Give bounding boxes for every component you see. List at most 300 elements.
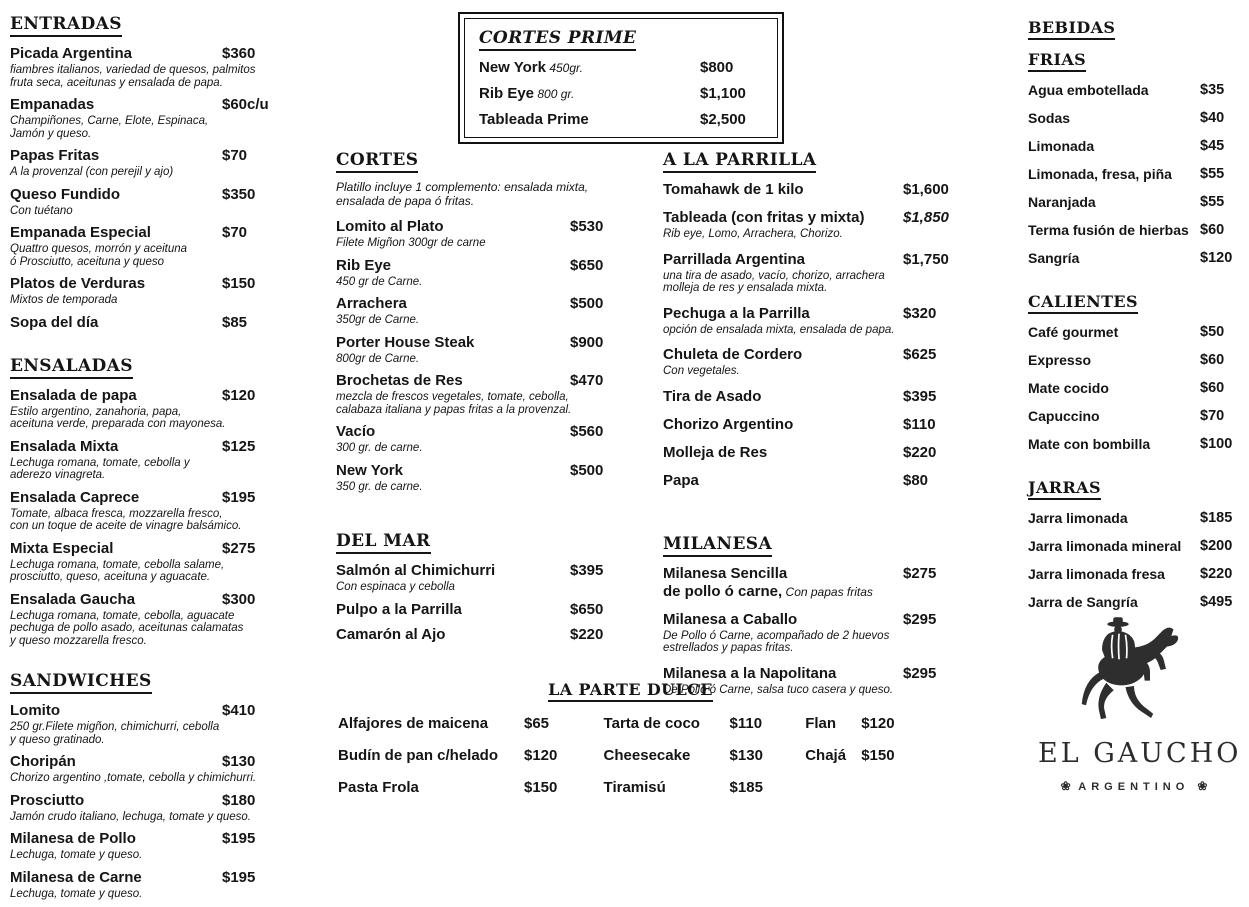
item-name: Agua embotellada bbox=[1028, 82, 1149, 98]
item-price: $195 bbox=[222, 488, 256, 506]
item-row bbox=[1028, 380, 1243, 398]
item-desc: Lechuga romana, tomate, cebolla salame, prosciutto, queso, aceituna y aguacate. bbox=[10, 558, 225, 583]
item-name-wrap bbox=[10, 275, 145, 292]
item-row bbox=[10, 147, 330, 165]
item-name: Jarra limonada mineral bbox=[1028, 538, 1182, 554]
menu-item bbox=[10, 591, 330, 648]
item-name-wrap bbox=[1028, 380, 1109, 397]
item-price: $180 bbox=[222, 791, 256, 809]
item-row bbox=[10, 45, 330, 63]
menu-item bbox=[663, 388, 963, 406]
menu-item bbox=[1028, 436, 1243, 454]
item-name: Pulpo a la Parrilla bbox=[336, 600, 462, 618]
menu-item bbox=[1028, 408, 1243, 426]
item-name: Jarra limonada fresa bbox=[1028, 566, 1165, 582]
item-price: $60 bbox=[1200, 222, 1225, 238]
menu-item bbox=[336, 334, 641, 366]
item-name: Tarta de coco bbox=[603, 715, 700, 732]
item-row bbox=[336, 372, 641, 390]
item-name-wrap bbox=[10, 792, 84, 809]
item-row bbox=[336, 462, 641, 480]
section-title: SANDWICHES bbox=[10, 671, 152, 694]
item-price: $530 bbox=[570, 218, 604, 235]
item-row bbox=[663, 472, 963, 490]
menu-section bbox=[336, 531, 641, 644]
menu-item bbox=[336, 423, 641, 455]
item-price: $60 bbox=[1200, 380, 1225, 396]
item-price: $195 bbox=[222, 868, 256, 886]
item-name: Sopa del día bbox=[10, 313, 99, 331]
item-name: Tomahawk de 1 kilo bbox=[663, 181, 804, 198]
item-price: $55 bbox=[1200, 166, 1225, 182]
desserts-column bbox=[805, 715, 923, 811]
item-row bbox=[663, 346, 963, 364]
menu-item bbox=[1028, 510, 1243, 528]
item-row bbox=[10, 489, 330, 507]
menu-item bbox=[1028, 166, 1243, 184]
item-desc: fiambres italianos, variedad de quesos, palmitos fruta seca, aceitunas y ensalada de papa. bbox=[10, 64, 256, 89]
item-name-wrap bbox=[10, 314, 98, 331]
item-price: $40 bbox=[1200, 110, 1225, 126]
item-name-wrap bbox=[663, 346, 802, 363]
item-row bbox=[336, 257, 641, 275]
item-row bbox=[10, 702, 330, 720]
section-header bbox=[663, 150, 963, 170]
item-name-wrap bbox=[336, 423, 375, 440]
item-row bbox=[663, 305, 963, 323]
item-desc: Lechuga, tomate y queso. bbox=[10, 849, 143, 861]
item-name-wrap bbox=[10, 869, 142, 886]
item-price: $1,850 bbox=[903, 209, 949, 226]
item-name-wrap bbox=[1028, 436, 1150, 453]
menu-item bbox=[10, 869, 330, 901]
section-title: ENSALADAS bbox=[10, 356, 133, 379]
menu-item bbox=[663, 251, 963, 295]
item-name: Chuleta de Cordero bbox=[663, 346, 803, 363]
item-name: Flan bbox=[805, 715, 837, 732]
item-row bbox=[10, 387, 330, 405]
item-price: $350 bbox=[222, 185, 256, 203]
item-row bbox=[336, 334, 641, 352]
prime-item-row bbox=[479, 85, 763, 103]
menu-item bbox=[10, 186, 330, 218]
item-name-wrap bbox=[336, 601, 462, 618]
menu-item bbox=[663, 472, 963, 490]
item-row bbox=[663, 388, 963, 406]
item-name-wrap bbox=[663, 565, 787, 582]
item-name-wrap bbox=[663, 472, 699, 489]
item-name: Empanada Especial bbox=[10, 224, 151, 241]
item-desc: Quattro quesos, morrón y aceituna ó Prosciutto, aceituna y queso bbox=[10, 243, 188, 268]
item-price: $470 bbox=[570, 372, 604, 389]
menu-item bbox=[1028, 138, 1243, 156]
item-name-wrap bbox=[1028, 352, 1091, 369]
section-header bbox=[10, 356, 330, 376]
cortes-prime-items bbox=[479, 59, 763, 129]
item-price: $130 bbox=[729, 747, 763, 764]
item-name: Lomito al Plato bbox=[336, 218, 444, 235]
dessert-item-row bbox=[805, 715, 923, 733]
item-price: $200 bbox=[1200, 538, 1233, 554]
menu-item bbox=[663, 444, 963, 462]
item-row bbox=[1028, 222, 1243, 240]
item-desc: 300 gr. de carne. bbox=[336, 442, 423, 454]
item-desc: Rib eye, Lomo, Arrachera, Chorizo. bbox=[663, 228, 843, 240]
dessert-item-row bbox=[805, 747, 923, 765]
item-row bbox=[336, 218, 641, 236]
item-price: $300 bbox=[222, 590, 256, 608]
section-title: JARRAS bbox=[1028, 478, 1101, 500]
item-price: $110 bbox=[729, 715, 763, 732]
item-price: $395 bbox=[570, 562, 604, 579]
item-price: $110 bbox=[903, 415, 936, 433]
item-name: Milanesa a la Napolitana bbox=[663, 664, 837, 682]
item-row bbox=[10, 591, 330, 609]
item-row bbox=[336, 562, 641, 580]
item-name-wrap bbox=[1028, 194, 1096, 211]
item-row bbox=[1028, 352, 1243, 370]
section-title: CALIENTES bbox=[1028, 292, 1138, 314]
item-desc: mezcla de frescos vegetales, tomate, cebolla, calabaza italiana y papas fritas a la provenzal. bbox=[336, 391, 572, 416]
item-desc: Estilo argentino, zanahoria, papa, aceituna verde, preparada con mayonesa. bbox=[10, 405, 226, 430]
menu-item bbox=[336, 562, 641, 594]
item-price: $80 bbox=[903, 471, 929, 489]
item-name-line2: de pollo ó carne, bbox=[663, 582, 783, 600]
section-title: DEL MAR bbox=[336, 531, 431, 554]
item-name-wrap bbox=[10, 96, 94, 113]
section-header bbox=[10, 14, 330, 34]
item-name: Budín de pan c/helado bbox=[338, 747, 499, 764]
flower-ornament-icon: ❀ bbox=[1197, 779, 1208, 793]
item-name: New York bbox=[479, 59, 546, 76]
item-desc: Con espinaca y cebolla bbox=[336, 581, 455, 593]
item-desc: Lechuga romana, tomate, cebolla, aguacate pechuga de pollo asado, aceitunas calamatas y queso mozzarella fresco. bbox=[10, 609, 244, 647]
item-desc: 350gr de Carne. bbox=[336, 314, 420, 326]
menu-section bbox=[336, 150, 641, 493]
logo-wordmark: EL GAUCHO bbox=[1038, 738, 1242, 769]
item-row bbox=[1028, 538, 1243, 556]
item-row bbox=[663, 444, 963, 462]
item-price: $130 bbox=[222, 753, 256, 770]
menu-item bbox=[663, 416, 963, 434]
item-note-2: Con papas fritas bbox=[782, 584, 873, 599]
item-name: Sangría bbox=[1028, 250, 1080, 266]
menu-item bbox=[663, 181, 963, 199]
section-header bbox=[338, 680, 923, 699]
item-row bbox=[663, 611, 963, 629]
item-price: $495 bbox=[1200, 594, 1233, 610]
menu-item bbox=[336, 601, 641, 619]
item-name: Picada Argentina bbox=[10, 45, 132, 62]
menu-item bbox=[336, 257, 641, 289]
item-price: $185 bbox=[1200, 510, 1233, 526]
section-title: FRIAS bbox=[1028, 50, 1086, 72]
section-header bbox=[1028, 478, 1243, 497]
item-name-wrap bbox=[336, 626, 445, 643]
item-name-wrap bbox=[1028, 250, 1079, 267]
item-name-wrap bbox=[10, 540, 113, 557]
menu-section bbox=[1028, 50, 1243, 268]
section-title: LA PARTE DULCE bbox=[548, 680, 713, 702]
item-price: $220 bbox=[570, 625, 604, 643]
item-row bbox=[10, 792, 330, 810]
item-name: New York bbox=[336, 461, 403, 479]
section-title: BEBIDAS bbox=[1028, 18, 1115, 40]
menu-item bbox=[336, 372, 641, 416]
item-name-wrap bbox=[1028, 82, 1149, 99]
item-name: Ensalada Gaucha bbox=[10, 590, 136, 608]
item-name-wrap bbox=[10, 224, 151, 241]
item-price: $1,750 bbox=[903, 250, 949, 268]
section-title: CORTES bbox=[336, 150, 418, 173]
menu-section bbox=[663, 534, 963, 697]
item-name-wrap bbox=[663, 583, 873, 600]
desserts-column bbox=[604, 715, 780, 811]
item-price: $125 bbox=[222, 437, 256, 455]
menu-item bbox=[1028, 194, 1243, 212]
item-price: $70 bbox=[222, 224, 248, 241]
item-name: Limonada, fresa, piña bbox=[1028, 166, 1172, 182]
menu-item bbox=[663, 346, 963, 378]
dessert-item-row bbox=[338, 747, 578, 765]
item-name-wrap bbox=[479, 111, 589, 128]
item-name-wrap bbox=[1028, 324, 1118, 341]
menu-section bbox=[663, 150, 963, 490]
item-name: Brochetas de Res bbox=[336, 372, 463, 389]
item-name: Milanesa de Pollo bbox=[10, 830, 136, 847]
dessert-item-row bbox=[338, 779, 578, 797]
item-name: Papa bbox=[663, 471, 699, 489]
item-name: Cheesecake bbox=[603, 747, 691, 764]
item-price: $60 bbox=[1200, 352, 1225, 368]
restaurant-logo bbox=[1038, 606, 1242, 793]
item-price: $650 bbox=[570, 256, 604, 274]
left-column bbox=[10, 14, 330, 907]
item-row bbox=[1028, 408, 1243, 426]
prime-item-row bbox=[479, 59, 763, 77]
item-name: Platos de Verduras bbox=[10, 275, 146, 292]
item-name: Choripán bbox=[10, 753, 76, 770]
item-name: Camarón al Ajo bbox=[336, 625, 446, 643]
item-name: Rib Eye bbox=[336, 256, 392, 274]
item-price: $320 bbox=[903, 304, 937, 322]
item-name-wrap bbox=[336, 462, 403, 479]
item-desc: 350 gr. de carne. bbox=[336, 480, 423, 493]
item-name: Parrillada Argentina bbox=[663, 250, 805, 268]
item-row bbox=[1028, 82, 1243, 100]
item-price: $120 bbox=[861, 715, 895, 732]
item-desc: De Pollo ó Carne, acompañado de 2 huevos estrellados y papas fritas. bbox=[663, 629, 890, 654]
item-name-wrap bbox=[10, 147, 99, 164]
item-desc: Lechuga, tomate y queso. bbox=[10, 887, 143, 900]
item-name: Papas Fritas bbox=[10, 147, 100, 164]
item-row bbox=[1028, 510, 1243, 528]
section-title: ENTRADAS bbox=[10, 14, 122, 37]
section-title: A LA PARRILLA bbox=[663, 150, 816, 173]
item-row bbox=[10, 186, 330, 204]
middle-right-column bbox=[663, 150, 963, 706]
item-name-wrap bbox=[1028, 166, 1172, 183]
item-name: Naranjada bbox=[1028, 194, 1096, 210]
item-row bbox=[10, 96, 330, 114]
section-header bbox=[663, 534, 963, 554]
section-header bbox=[336, 531, 641, 551]
section-title: MILANESA bbox=[663, 534, 772, 557]
prime-item-row bbox=[479, 111, 763, 129]
item-name-wrap bbox=[1028, 566, 1165, 583]
item-name-wrap bbox=[663, 181, 804, 198]
item-name: Sodas bbox=[1028, 110, 1071, 126]
item-desc: Lechuga romana, tomate, cebolla y aderezo vinagreta. bbox=[10, 456, 190, 481]
item-name-wrap bbox=[663, 665, 836, 682]
menu-item bbox=[1028, 222, 1243, 240]
desserts-column bbox=[338, 715, 578, 811]
item-name: Jarra limonada bbox=[1028, 510, 1128, 526]
item-name-wrap bbox=[1028, 222, 1189, 239]
item-name-wrap bbox=[663, 305, 810, 322]
item-name-wrap bbox=[663, 209, 864, 226]
item-name-wrap bbox=[1028, 510, 1128, 527]
item-name: Ensalada de papa bbox=[10, 386, 137, 404]
beverages-sections bbox=[1028, 50, 1243, 612]
menu-section bbox=[10, 356, 330, 648]
desserts-columns bbox=[338, 715, 923, 811]
cortes-prime-box bbox=[458, 12, 784, 144]
item-price: $100 bbox=[1200, 436, 1233, 452]
item-name: Expresso bbox=[1028, 352, 1092, 368]
item-name-wrap bbox=[10, 45, 132, 62]
item-price: $625 bbox=[903, 346, 937, 363]
menu-section bbox=[10, 14, 330, 332]
item-row bbox=[663, 251, 963, 269]
menu-item bbox=[336, 218, 641, 250]
menu-item bbox=[1028, 82, 1243, 100]
item-row bbox=[663, 416, 963, 434]
logo-subtitle-text: ARGENTINO bbox=[1078, 781, 1190, 793]
item-desc: Chorizo argentino ,tomate, cebolla y chimichurri. bbox=[10, 772, 257, 784]
item-name: Arrachera bbox=[336, 295, 407, 312]
item-desc: 450 gr de Carne. bbox=[336, 275, 423, 288]
item-name: Pasta Frola bbox=[338, 779, 419, 796]
item-name-wrap bbox=[663, 388, 761, 405]
item-name: Tira de Asado bbox=[663, 387, 762, 405]
item-name: Milanesa Sencilla bbox=[663, 564, 788, 582]
item-row bbox=[336, 626, 641, 644]
menu-item bbox=[663, 209, 963, 241]
item-desc: 250 gr.Filete migñon, chimichurri, cebolla y queso gratinado. bbox=[10, 721, 220, 746]
item-row bbox=[336, 601, 641, 619]
item-row bbox=[1028, 566, 1243, 584]
item-price: $1,600 bbox=[903, 181, 949, 198]
item-price: $295 bbox=[903, 664, 937, 682]
item-name-wrap bbox=[10, 387, 137, 404]
item-note: 450gr. bbox=[545, 61, 583, 75]
item-name: Tiramisú bbox=[603, 779, 666, 796]
item-desc: Con tuétano bbox=[10, 204, 73, 217]
menu-item bbox=[10, 830, 330, 862]
menu-item bbox=[663, 305, 963, 337]
item-price: $275 bbox=[903, 564, 937, 582]
item-price: $650 bbox=[570, 600, 604, 618]
item-desc: 800gr de Carne. bbox=[336, 352, 420, 365]
item-name-wrap bbox=[10, 753, 76, 770]
menu-item bbox=[1028, 538, 1243, 556]
menu-item bbox=[10, 224, 330, 268]
item-name-wrap bbox=[336, 257, 391, 274]
item-price: $120 bbox=[222, 386, 256, 404]
item-price: $120 bbox=[524, 747, 558, 764]
item-name: Mate cocido bbox=[1028, 380, 1109, 396]
item-name: Ensalada Caprece bbox=[10, 488, 140, 506]
item-price: $220 bbox=[1200, 566, 1233, 582]
item-desc: Mixtos de temporada bbox=[10, 294, 118, 306]
item-row bbox=[1028, 166, 1243, 184]
menu-item bbox=[10, 792, 330, 824]
item-price: $395 bbox=[903, 387, 937, 405]
item-name: Chajá bbox=[805, 747, 847, 764]
item-price: $195 bbox=[222, 830, 256, 847]
item-name-wrap bbox=[10, 591, 135, 608]
item-row bbox=[336, 295, 641, 313]
item-name: Molleja de Res bbox=[663, 443, 768, 461]
item-row bbox=[1028, 110, 1243, 128]
item-row bbox=[1028, 138, 1243, 156]
menu-item bbox=[1028, 380, 1243, 398]
item-name-wrap bbox=[479, 59, 583, 76]
gaucho-horse-icon bbox=[1069, 606, 1199, 734]
item-name-wrap bbox=[663, 251, 805, 268]
section-header bbox=[479, 28, 763, 48]
menu-section bbox=[1028, 478, 1243, 612]
item-desc: De Pollo ó Carne, salsa tuco casera y queso. bbox=[663, 683, 894, 696]
dessert-item-row bbox=[338, 715, 578, 733]
menu-item bbox=[1028, 250, 1243, 268]
item-price: $45 bbox=[1200, 138, 1225, 154]
item-row bbox=[10, 830, 330, 848]
item-row bbox=[10, 275, 330, 293]
item-name: Milanesa de Carne bbox=[10, 868, 142, 886]
item-price: $65 bbox=[524, 715, 550, 732]
menu-item bbox=[10, 540, 330, 584]
item-name-wrap bbox=[336, 562, 495, 579]
item-desc: Filete Migñon 300gr de carne bbox=[336, 237, 486, 249]
item-desc: Jamón crudo italiano, lechuga, tomate y queso. bbox=[10, 810, 252, 823]
item-price: $500 bbox=[570, 461, 604, 479]
menu-item bbox=[10, 489, 330, 533]
section-header bbox=[10, 671, 330, 691]
item-name-wrap bbox=[1028, 408, 1100, 425]
item-name: Lomito bbox=[10, 702, 60, 719]
item-note: 800 gr. bbox=[534, 87, 575, 101]
item-price: $35 bbox=[1200, 82, 1225, 98]
item-price: $500 bbox=[570, 295, 604, 312]
item-row bbox=[663, 565, 963, 583]
item-name: Porter House Steak bbox=[336, 333, 475, 351]
item-row bbox=[10, 314, 330, 332]
item-row bbox=[10, 224, 330, 242]
menu-item bbox=[10, 314, 330, 332]
item-name: Queso Fundido bbox=[10, 185, 120, 203]
section-header bbox=[336, 150, 641, 170]
item-price: $800 bbox=[700, 59, 734, 76]
item-name-wrap bbox=[663, 611, 797, 628]
item-row-2 bbox=[663, 583, 963, 601]
menu-item bbox=[336, 626, 641, 644]
item-name: Empanadas bbox=[10, 96, 95, 113]
menu-item bbox=[1028, 566, 1243, 584]
item-name-wrap bbox=[336, 295, 407, 312]
item-name: Milanesa a Caballo bbox=[663, 610, 798, 628]
